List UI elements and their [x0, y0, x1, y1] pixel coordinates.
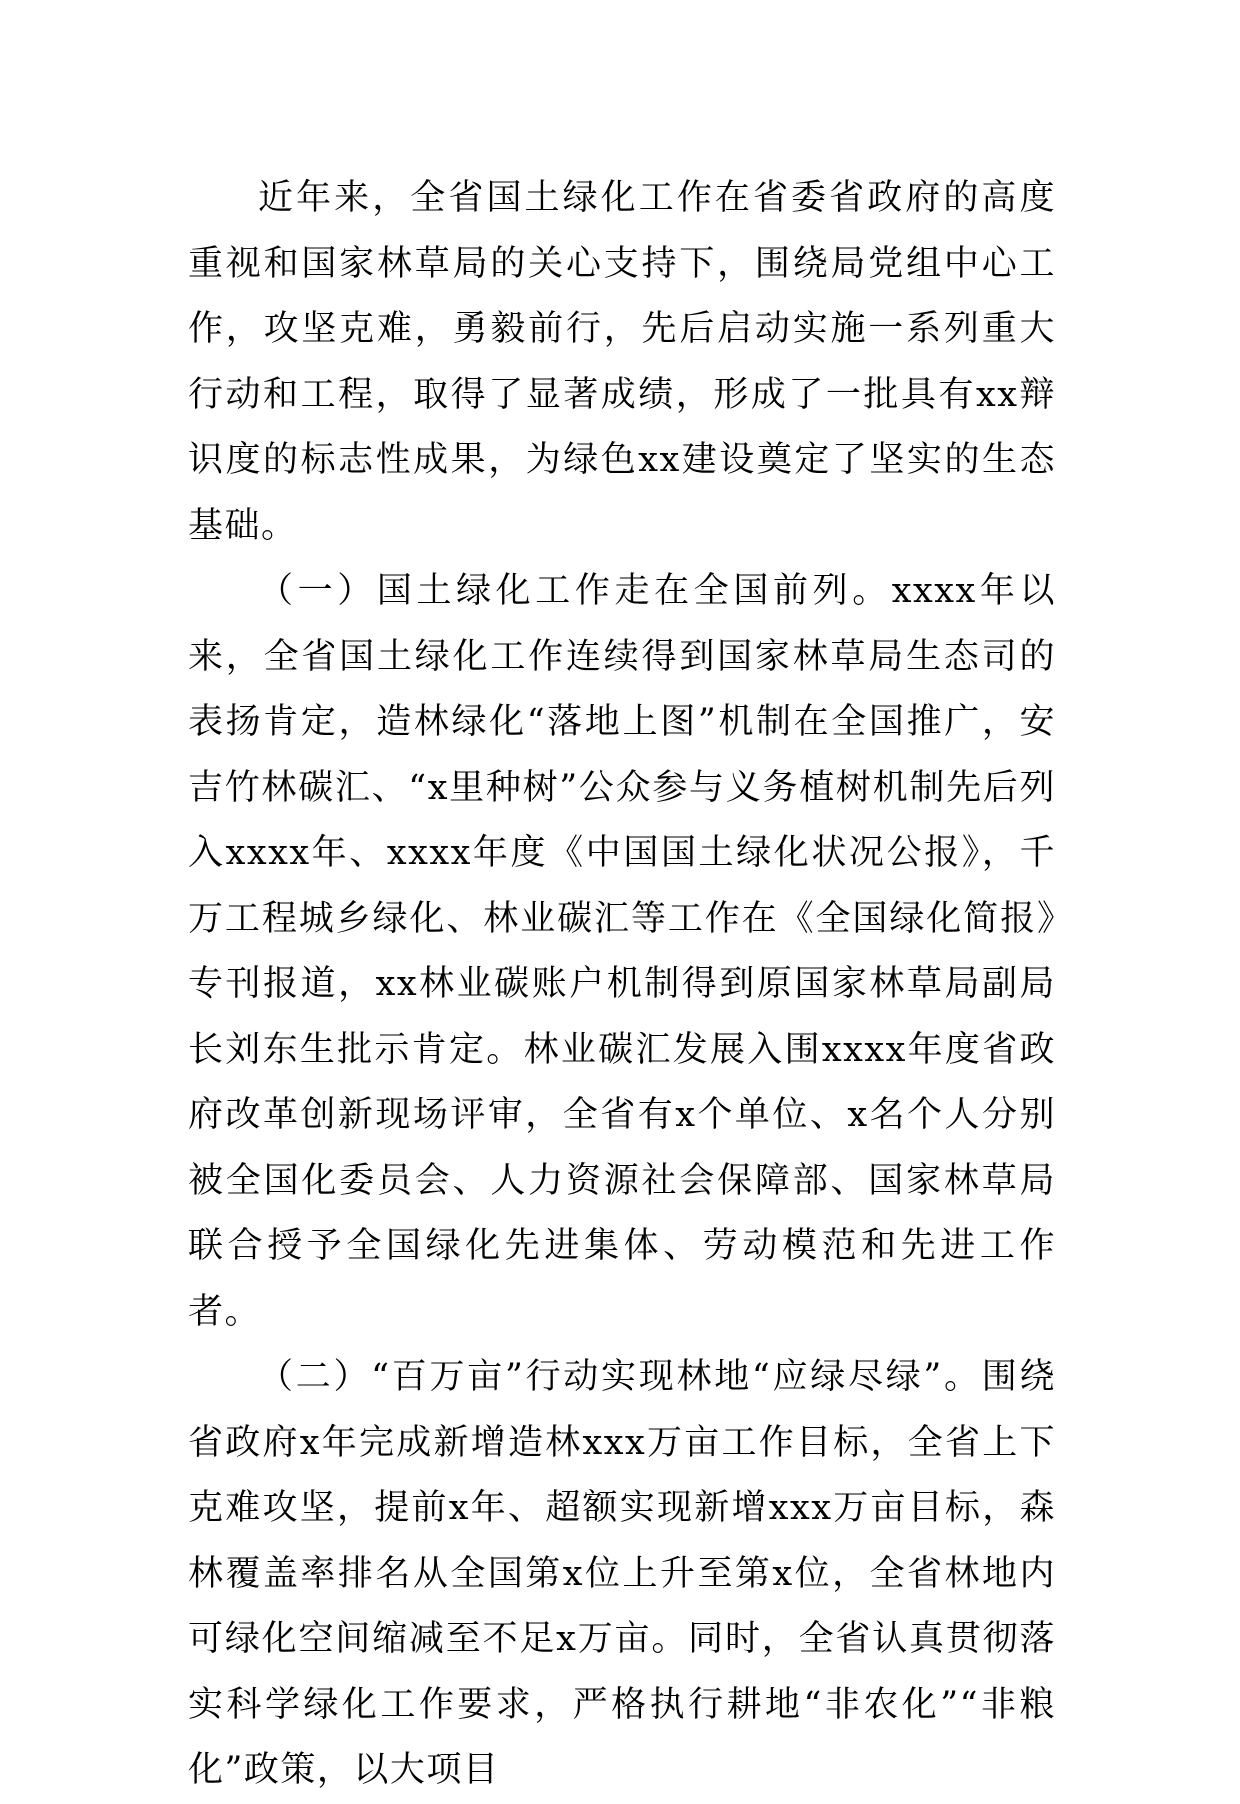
document-body	[188, 166, 1056, 1804]
paragraph-section-2: （二）“百万亩”行动实现林地“应绿尽绿”。围绕省政府x年完成新增造林xxx万亩工作目标，全省上下克难攻坚，提前x年、超额实现新增xxx万亩目标，森林覆盖率排名从全国第x位上升至第x位，全省林地内可绿化空间缩减至不足x万亩。同时，全省认真贯彻落实科学绿化工作要求，严格执行耕地“非农化”“非粮化”政策，以大项目	[188, 1357, 1056, 1790]
paragraph-section-1: （一）国土绿化工作走在全国前列。xxxx年以来，全省国土绿化工作连续得到国家林草局生态司的表扬肯定，造林绿化“落地上图”机制在全国推广，安吉竹林碳汇、“x里种树”公众参与义务植树机制先后列入xxxx年、xxxx年度《中国国土绿化状况公报》，千万工程城乡绿化、林业碳汇等工作在《全国绿化简报》专刊报道，xx林业碳账户机制得到原国家林草局副局长刘东生批示肯定。林业碳汇发展入围xxxx年度省政府改革创新现场评审，全省有x个单位、x名个人分别被全国化委员会、人力资源社会保障部、国家林草局联合授予全国绿化先进集体、劳动模范和先进工作者。	[188, 571, 1056, 1332]
paragraph-intro: 近年来，全省国土绿化工作在省委省政府的高度重视和国家林草局的关心支持下，围绕局党组中心工作，攻坚克难，勇毅前行，先后启动实施一系列重大行动和工程，取得了显著成绩，形成了一批具有xx辩识度的标志性成果，为绿色xx建设奠定了坚实的生态基础。	[188, 178, 1056, 546]
